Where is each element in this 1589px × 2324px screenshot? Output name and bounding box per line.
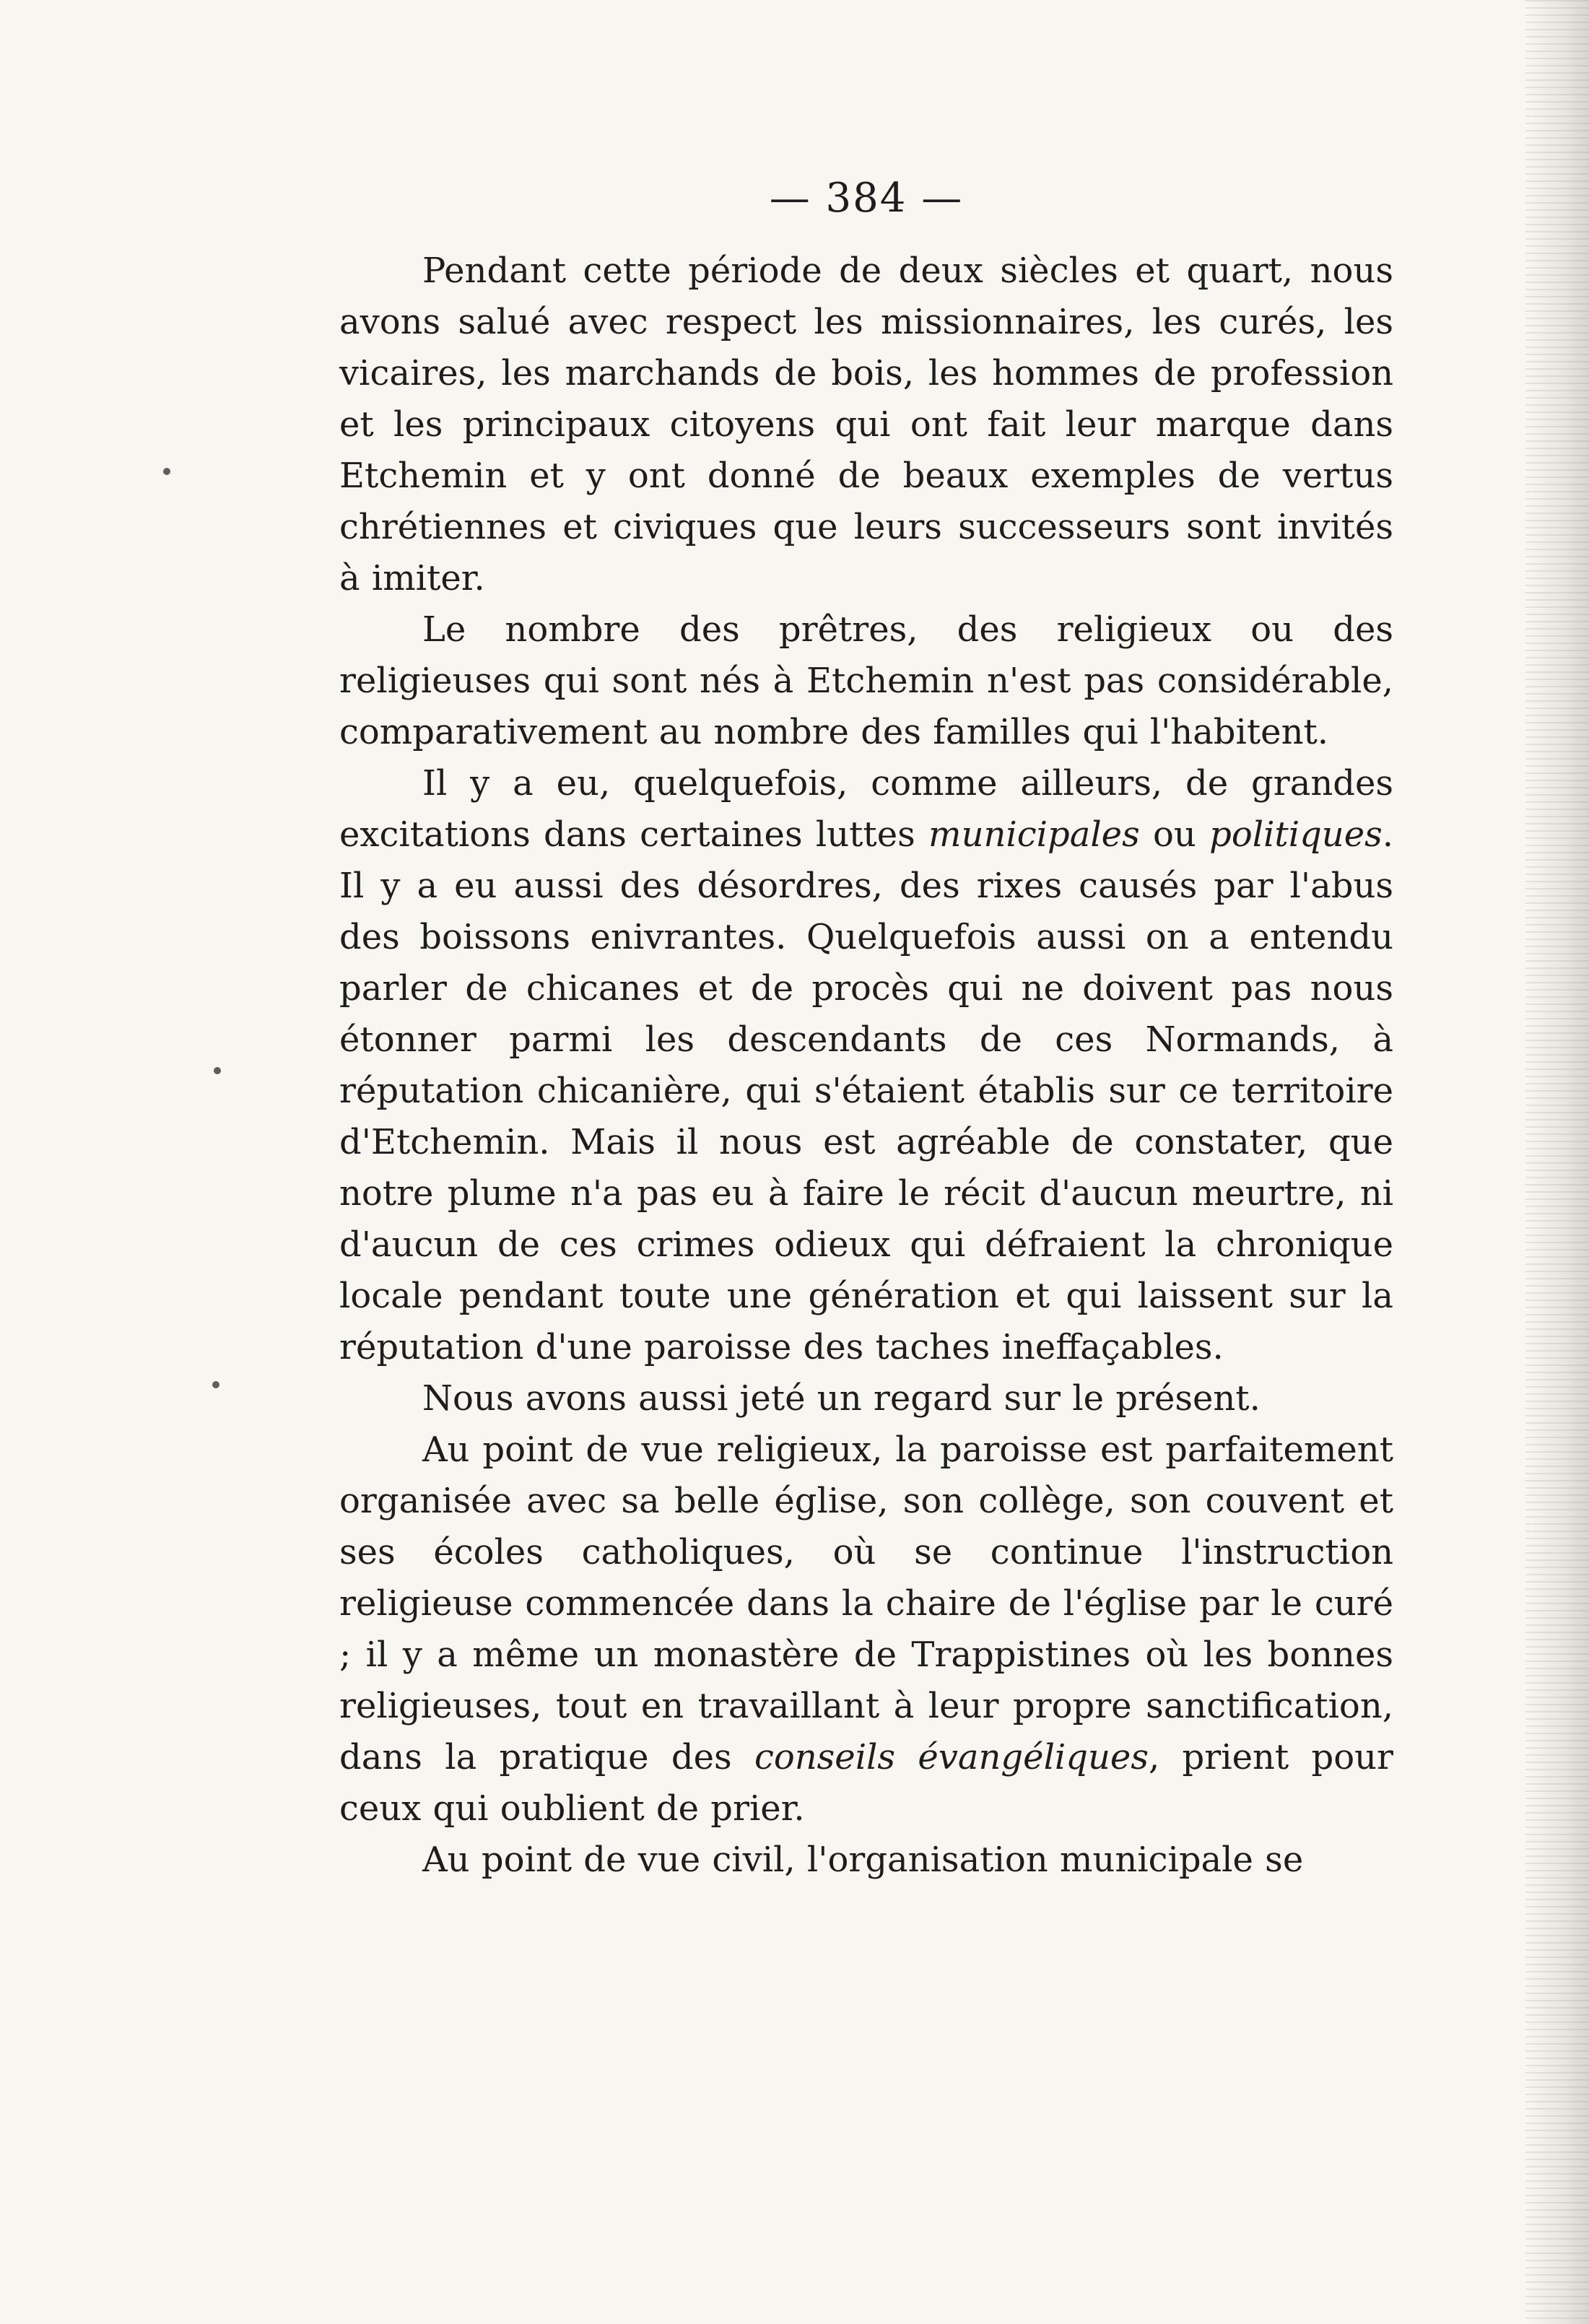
paragraph-2 (339, 604, 1393, 758)
paragraph-2-text: Le nombre des prêtres, des religieux ou des religieuses qui sont nés à Etchemin n'est pas considérable, comparativement au nombre des familles qui l'habitent. (339, 609, 1393, 752)
paragraph-3-italic-municipales: municipales (928, 814, 1140, 855)
paragraph-1-text: Pendant cette période de deux siècles et quart, nous avons salué avec respect les missionnaires, les curés, les vicaires, les marchands de bois, les hommes de profession et les principaux citoyens qui ont fait leur marque dans Etchemin et y ont donné de beaux exemples de vertus chrétiennes et civiques que leurs successeurs sont invités à imiter. (339, 251, 1393, 599)
page-number: — 384 — (769, 175, 964, 222)
paragraph-5 (339, 1424, 1393, 1835)
paragraph-5-text-a: Au point de vue religieux, la paroisse est parfaitement organisée avec sa belle église, son collège, son couvent et ses écoles catholiques, où se continue l'instruction religieuse commencée dans la chaire de l'église par le curé ; il y a même un monastère de Trappistines où les bonnes religieuses, tout en travaillant à leur propre sanctification, dans la pratique des (339, 1429, 1393, 1777)
paragraph-6 (339, 1835, 1393, 1886)
paragraph-5-text-b: , prient pour ceux qui oublient de prier. (339, 1737, 1394, 1829)
paragraph-3-text-c: . Il y a eu aussi des désordres, des rixes causés par l'abus des boissons enivrantes. Quelquefois aussi on a entendu parler de chicanes et de procès qui ne doivent pas nous étonner parmi les descendants de ces Normands, à réputation chicanière, qui s'étaient établis sur ce territoire d'Etchemin. Mais il nous est agréable de constater, que notre plume n'a pas eu à faire le récit d'aucun meurtre, ni d'aucun de ces crimes odieux qui défraient la chronique locale pendant toute une génération et qui laissent sur la réputation d'une paroisse des taches ineffaçables. (339, 814, 1394, 1367)
paragraph-5-italic-conseils: conseils évangéliques (754, 1737, 1149, 1777)
paragraph-3 (339, 758, 1393, 1373)
margin-mark (163, 468, 170, 475)
page-edge-shadow (1525, 0, 1589, 2324)
text-column (339, 166, 1393, 1886)
margin-mark (212, 1381, 219, 1388)
paragraph-3-text-a: Il y a eu, quelquefois, comme ailleurs, de grandes excitations dans certaines luttes (339, 763, 1393, 855)
paragraph-1 (339, 245, 1393, 604)
paragraph-4 (339, 1373, 1393, 1424)
paragraph-3-italic-politiques: politiques (1209, 814, 1383, 855)
paragraph-6-text: Au point de vue civil, l'organisation municipale se (422, 1840, 1304, 1880)
paragraph-3-text-b: ou (1139, 814, 1210, 855)
paragraph-4-text: Nous avons aussi jeté un regard sur le présent. (422, 1378, 1261, 1419)
margin-mark (214, 1067, 221, 1074)
